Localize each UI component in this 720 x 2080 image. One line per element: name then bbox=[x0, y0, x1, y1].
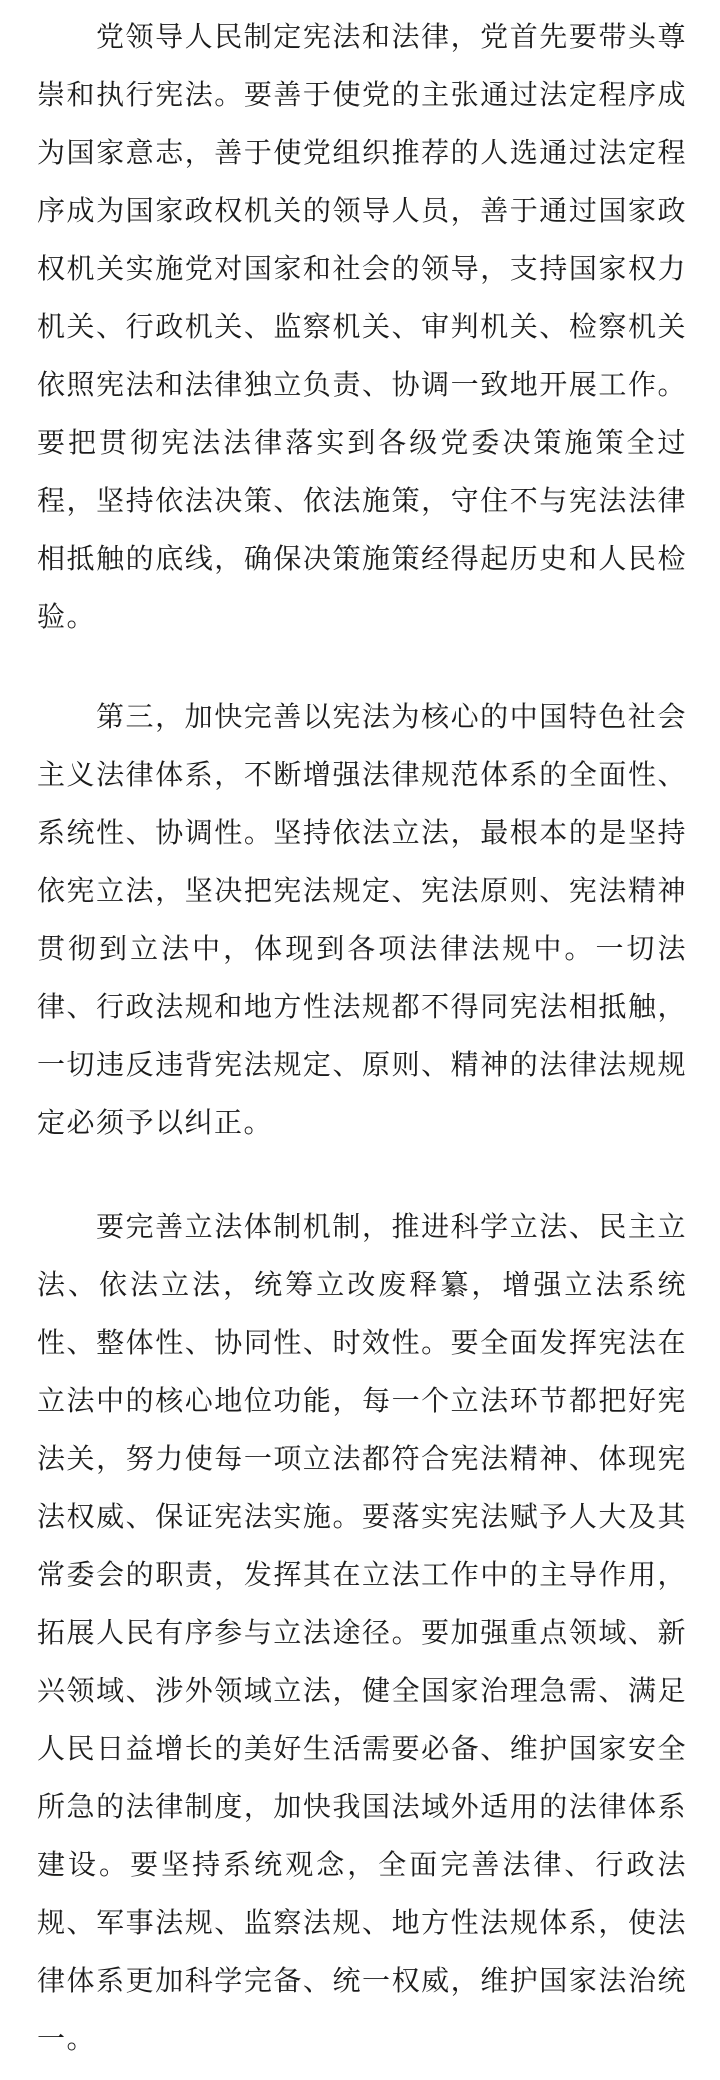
text-line: 法权威、保证宪法实施。要落实宪法赋予人大及其 bbox=[37, 1500, 687, 1533]
text-line: 一切违反违背宪法规定、原则、精神的法律法规规 bbox=[37, 1048, 687, 1081]
text-line: 法、依法立法，统筹立改废释纂，增强立法系统 bbox=[37, 1268, 687, 1301]
text-line: 主义法律体系，不断增强法律规范体系的全面性、 bbox=[37, 758, 687, 791]
text-line: 法关，努力使每一项立法都符合宪法精神、体现宪 bbox=[37, 1442, 687, 1475]
text-line: 依照宪法和法律独立负责、协调一致地开展工作。 bbox=[37, 368, 687, 401]
text-line: 验。 bbox=[37, 600, 97, 633]
text-line: 党领导人民制定宪法和法律，党首先要带头尊 bbox=[96, 20, 687, 53]
text-line: 要完善立法体制机制，推进科学立法、民主立 bbox=[96, 1210, 687, 1243]
text-line: 定必须予以纠正。 bbox=[37, 1106, 274, 1139]
text-line: 系统性、协调性。坚持依法立法，最根本的是坚持 bbox=[37, 816, 687, 849]
paragraph-legislative-system bbox=[37, 1198, 687, 2068]
text-line: 权机关实施党对国家和社会的领导，支持国家权力 bbox=[37, 252, 687, 285]
text-line: 为国家意志，善于使党组织推荐的人选通过法定程 bbox=[37, 136, 687, 169]
text-line: 建设。要坚持系统观念，全面完善法律、行政法 bbox=[37, 1848, 687, 1881]
text-line: 机关、行政机关、监察机关、审判机关、检察机关 bbox=[37, 310, 687, 343]
text-line: 所急的法律制度，加快我国法域外适用的法律体系 bbox=[37, 1790, 687, 1823]
paragraph-third-point bbox=[37, 688, 687, 1152]
text-line: 一。 bbox=[37, 2022, 97, 2055]
text-line: 人民日益增长的美好生活需要必备、维护国家安全 bbox=[37, 1732, 687, 1765]
text-line: 序成为国家政权机关的领导人员，善于通过国家政 bbox=[37, 194, 687, 227]
article-body bbox=[37, 8, 687, 2068]
text-line: 崇和执行宪法。要善于使党的主张通过法定程序成 bbox=[37, 78, 687, 111]
text-line: 拓展人民有序参与立法途径。要加强重点领域、新 bbox=[37, 1616, 687, 1649]
text-line: 第三，加快完善以宪法为核心的中国特色社会 bbox=[96, 700, 687, 733]
text-line: 相抵触的底线，确保决策施策经得起历史和人民检 bbox=[37, 542, 687, 575]
text-line: 常委会的职责，发挥其在立法工作中的主导作用， bbox=[37, 1558, 687, 1591]
text-line: 律、行政法规和地方性法规都不得同宪法相抵触， bbox=[37, 990, 687, 1023]
text-line: 律体系更加科学完备、统一权威，维护国家法治统 bbox=[37, 1964, 687, 1997]
text-line: 程，坚持依法决策、依法施策，守住不与宪法法律 bbox=[37, 484, 687, 517]
text-line: 贯彻到立法中，体现到各项法律法规中。一切法 bbox=[37, 932, 687, 965]
text-line: 依宪立法，坚决把宪法规定、宪法原则、宪法精神 bbox=[37, 874, 687, 907]
text-line: 性、整体性、协同性、时效性。要全面发挥宪法在 bbox=[37, 1326, 687, 1359]
text-line: 兴领域、涉外领域立法，健全国家治理急需、满足 bbox=[37, 1674, 687, 1707]
text-line: 要把贯彻宪法法律落实到各级党委决策施策全过 bbox=[37, 426, 687, 459]
paragraph-party-leads-constitution bbox=[37, 8, 687, 646]
text-line: 规、军事法规、监察法规、地方性法规体系，使法 bbox=[37, 1906, 687, 1939]
text-line: 立法中的核心地位功能，每一个立法环节都把好宪 bbox=[37, 1384, 687, 1417]
